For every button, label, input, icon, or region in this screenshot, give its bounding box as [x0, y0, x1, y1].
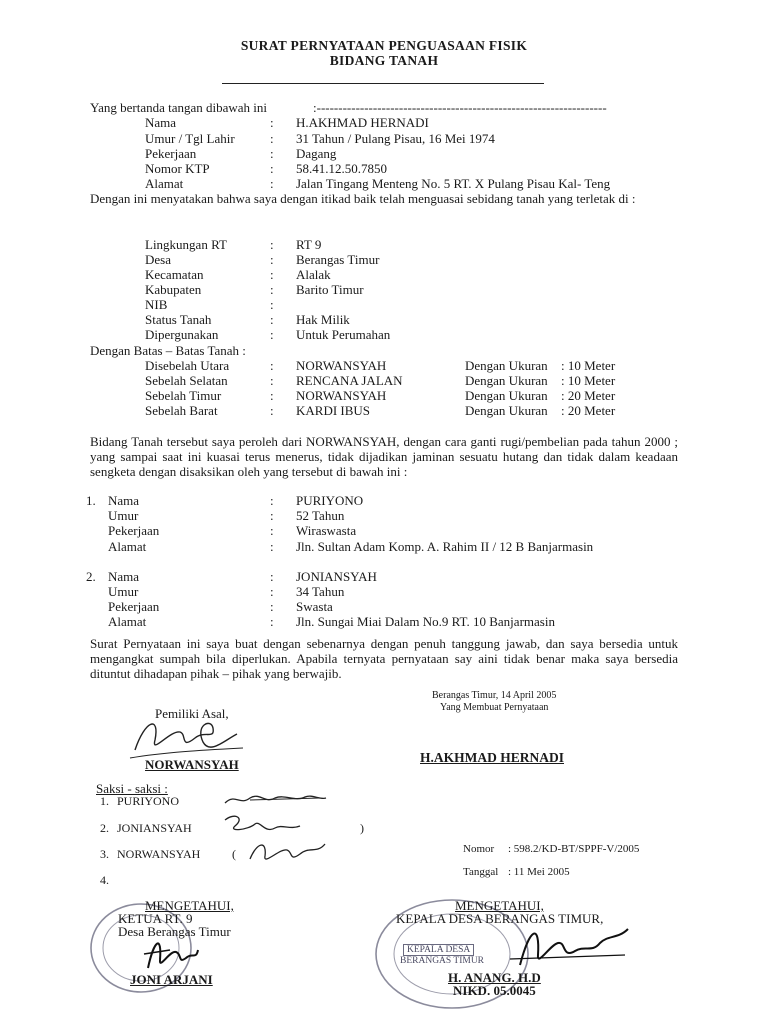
field-label: Nama	[145, 115, 177, 130]
rt-signature	[140, 930, 200, 974]
border-neighbor: RENCANA JALAN	[296, 373, 403, 388]
border-size-label: Dengan Ukuran	[465, 388, 548, 403]
colon: :	[270, 493, 274, 508]
field-label: Alamat	[145, 176, 184, 191]
intro-dashes: :-------------------------------------------------------------------	[313, 100, 607, 115]
village-head-name: H. ANANG. H.D	[448, 970, 541, 985]
border-side: Sebelah Barat	[145, 403, 218, 418]
saksi-name: JONIANSYAH	[117, 821, 192, 835]
witness-job: Swasta	[296, 599, 333, 614]
saksi-number: 3.	[100, 847, 109, 861]
witness-name: PURIYONO	[296, 493, 364, 508]
maker-name: H.AKHMAD HERNADI	[420, 750, 564, 765]
land-status: Hak Milik	[296, 312, 350, 327]
colon: :	[270, 252, 274, 267]
land-usage: Untuk Perumahan	[296, 327, 391, 342]
rt-mengetahui: MENGETAHUI,	[145, 898, 234, 913]
title-underline	[222, 83, 544, 84]
place-date: Berangas Timur, 14 April 2005	[432, 690, 557, 701]
witness-address: Jln. Sultan Adam Komp. A. Rahim II / 12 B Banjarmasin	[296, 539, 594, 554]
saksi-heading: Saksi - saksi :	[96, 781, 168, 796]
border-size: : 10 Meter	[561, 373, 616, 388]
colon: :	[270, 297, 274, 312]
village-mengetahui: MENGETAHUI,	[455, 898, 544, 913]
declarant-name: H.AKHMAD HERNADI	[296, 115, 429, 130]
colon: :	[270, 388, 274, 403]
village-head-signature	[500, 915, 640, 975]
land-kabupaten: Barito Timur	[296, 282, 364, 297]
field-label: Lingkungan RT	[145, 237, 227, 252]
witness-address: Jln. Sungai Miai Dalam No.9 RT. 10 Banjarmasin	[296, 614, 555, 629]
land-rt: RT 9	[296, 237, 322, 252]
stamp-text-line1: KEPALA DESA	[403, 944, 474, 956]
colon: :	[270, 146, 274, 161]
land-kecamatan: Alalak	[296, 267, 331, 282]
colon: :	[270, 131, 274, 146]
border-neighbor: NORWANSYAH	[296, 358, 387, 373]
colon: :	[270, 282, 274, 297]
border-size-label: Dengan Ukuran	[465, 403, 548, 418]
declarant-job: Dagang	[296, 146, 337, 161]
field-label: Alamat	[108, 614, 147, 629]
colon: :	[270, 237, 274, 252]
declarant-address: Jalan Tingang Menteng No. 5 RT. X Pulang Pisau Kal- Teng	[296, 176, 611, 191]
border-size: : 20 Meter	[561, 403, 616, 418]
origin-owner-label: Pemiliki Asal,	[155, 706, 229, 721]
field-label: Umur / Tgl Lahir	[145, 131, 235, 146]
border-size-label: Dengan Ukuran	[465, 373, 548, 388]
maker-label: Yang Membuat Pernyataan	[440, 702, 549, 713]
village-title: KEPALA DESA BERANGAS TIMUR,	[396, 911, 604, 926]
declarant-ktp: 58.41.12.50.7850	[296, 161, 387, 176]
witness-job: Wiraswasta	[296, 523, 357, 538]
colon: :	[270, 312, 274, 327]
colon: :	[270, 176, 274, 191]
field-label: Nomor KTP	[145, 161, 210, 176]
statement-paragraph: Dengan ini menyatakan bahwa saya dengan itikad baik telah menguasai sebidang tanah yang terletak di :	[90, 191, 636, 206]
field-label: Pekerjaan	[145, 146, 197, 161]
border-neighbor: KARDI IBUS	[296, 403, 371, 418]
origin-owner-name: NORWANSYAH	[145, 757, 239, 772]
colon: :	[270, 614, 274, 629]
field-label: Pekerjaan	[108, 523, 160, 538]
colon: :	[270, 373, 274, 388]
colon: :	[270, 267, 274, 282]
field-label: Umur	[108, 584, 139, 599]
colon: :	[270, 599, 274, 614]
border-size-label: Dengan Ukuran	[465, 358, 548, 373]
border-side: Sebelah Selatan	[145, 373, 228, 388]
field-label: Status Tanah	[145, 312, 212, 327]
field-label: Kecamatan	[145, 267, 204, 282]
border-side: Sebelah Timur	[145, 388, 222, 403]
field-label: Nama	[108, 493, 140, 508]
rt-title-line2: Desa Berangas Timur	[118, 924, 231, 939]
field-label: Nama	[108, 569, 140, 584]
colon: :	[270, 508, 274, 523]
colon: :	[270, 539, 274, 554]
paren-close: )	[360, 821, 364, 835]
document-title-line2: BIDANG TANAH	[329, 53, 439, 68]
colon: :	[270, 358, 274, 373]
witness-age: 52 Tahun	[296, 508, 345, 523]
document-title-line1: SURAT PERNYATAAN PENGUASAAN FISIK	[240, 38, 528, 53]
tanggal-value: : 11 Mei 2005	[508, 866, 570, 878]
acquisition-paragraph: Bidang Tanah tersebut saya peroleh dari NORWANSYAH, dengan cara ganti rugi/pembelian pada tahun 2000 ; yang sampai saat ini kuasai terus menerus, tidak dijadikan jaminan sesuatu hutang dan tidak dalam keadaan sengketa dengan disaksikan oleh yang tersebut di bawah ini :	[90, 434, 678, 479]
saksi-number: 2.	[100, 821, 109, 835]
tanggal-label: Tanggal	[463, 866, 499, 878]
field-label: Desa	[145, 252, 171, 267]
rt-title-line1: KETUA RT. 9	[118, 911, 193, 926]
intro-label: Yang bertanda tangan dibawah ini	[90, 100, 268, 115]
witness-name: JONIANSYAH	[296, 569, 377, 584]
witness-number: 2.	[86, 569, 96, 584]
paren-open: (	[232, 847, 236, 861]
colon: :	[270, 584, 274, 599]
saksi-number: 1.	[100, 794, 109, 808]
field-label: Kabupaten	[145, 282, 202, 297]
stamp-text-line2: BERANGAS TIMUR	[400, 956, 485, 966]
border-neighbor: NORWANSYAH	[296, 388, 387, 403]
witness-age: 34 Tahun	[296, 584, 345, 599]
colon: :	[270, 523, 274, 538]
nomor-value: : 598.2/KD-BT/SPPF-V/2005	[508, 843, 640, 855]
colon: :	[270, 403, 274, 418]
colon: :	[270, 569, 274, 584]
border-side: Disebelah Utara	[145, 358, 230, 373]
saksi-name: PURIYONO	[117, 794, 180, 808]
saksi-number: 4.	[100, 873, 109, 887]
closing-paragraph: Surat Pernyataan ini saya buat dengan sebenarnya dengan penuh tanggung jawab, dan saya bersedia untuk mengangkat sumpah bila diperlukan. Apabila ternyata pernyataan say aini tidak benar maka saya bersedia dituntut dihadapan pihak – pihak yang berwajib.	[90, 636, 678, 681]
colon: :	[270, 115, 274, 130]
declarant-age-birth: 31 Tahun / Pulang Pisau, 16 Mei 1974	[296, 131, 495, 146]
nomor-label: Nomor	[463, 843, 495, 855]
witness1-signature	[220, 788, 330, 812]
border-size: : 10 Meter	[561, 358, 616, 373]
witness-number: 1.	[86, 493, 96, 508]
village-head-nikd: NIKD. 05.0045	[453, 983, 536, 998]
border-size: : 20 Meter	[561, 388, 616, 403]
field-label: Alamat	[108, 539, 147, 554]
colon: :	[270, 161, 274, 176]
field-label: NIB	[145, 297, 168, 312]
saksi-name: NORWANSYAH	[117, 847, 201, 861]
rt-chief-name: JONI ARJANI	[130, 972, 213, 987]
colon: :	[270, 327, 274, 342]
borders-label: Dengan Batas – Batas Tanah :	[90, 343, 246, 358]
field-label: Umur	[108, 508, 139, 523]
field-label: Dipergunakan	[145, 327, 219, 342]
witness3-signature	[245, 834, 335, 870]
field-label: Pekerjaan	[108, 599, 160, 614]
land-desa: Berangas Timur	[296, 252, 380, 267]
